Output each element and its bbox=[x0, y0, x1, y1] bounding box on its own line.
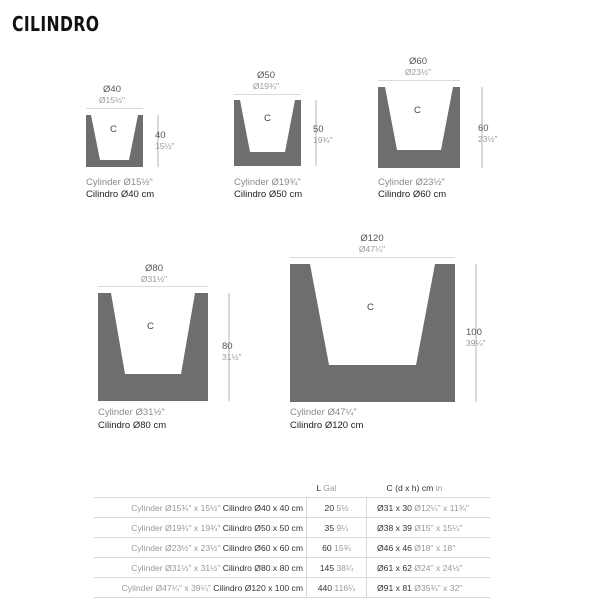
diameter-in-50: Ø19¾" bbox=[252, 81, 280, 91]
diameter-cm-50: Ø50 bbox=[257, 70, 275, 81]
diameter-in-60: Ø23½" bbox=[404, 67, 432, 77]
pot-diagram-60 bbox=[378, 80, 488, 172]
table-header-row bbox=[94, 478, 490, 498]
caption-en-50: Cylinder Ø19¾" bbox=[234, 177, 301, 188]
caption-es-40: Cilindro Ø40 cm bbox=[86, 189, 155, 200]
cavity-label-120: C bbox=[367, 302, 374, 313]
height-label-60: 60 23½" bbox=[478, 123, 498, 144]
page-title: CILINDRO bbox=[12, 12, 100, 36]
header-liters: L Gal bbox=[316, 482, 337, 493]
height-label-120: 100 39¼" bbox=[466, 327, 486, 348]
cavity-label-60: C bbox=[414, 105, 421, 116]
table-row: Cylinder Ø31½" x 31½" Cilindro Ø80 x 80 cm 145 38¼ Ø61 x 62 Ø24" x 24½" bbox=[94, 558, 490, 578]
cavity-label-40: C bbox=[110, 124, 117, 135]
caption-en-80: Cylinder Ø31½" bbox=[98, 407, 165, 418]
pot-diagram-120 bbox=[290, 257, 480, 403]
table-row: Cylinder Ø15¾" x 15½" Cilindro Ø40 x 40 cm 20 5½ Ø31 x 30 Ø12¼" x 11¾" bbox=[94, 498, 490, 518]
spec-table bbox=[94, 478, 490, 598]
pot-diagram-40 bbox=[86, 108, 166, 174]
diameter-cm-40: Ø40 bbox=[103, 84, 121, 95]
caption-en-40: Cylinder Ø15½" bbox=[86, 177, 153, 188]
diameter-in-40: Ø15½" bbox=[98, 95, 126, 105]
diameter-cm-80: Ø80 bbox=[145, 263, 163, 274]
cavity-label-50: C bbox=[264, 113, 271, 124]
caption-es-60: Cilindro Ø60 cm bbox=[378, 189, 447, 200]
pot-diagram-80 bbox=[98, 286, 238, 402]
caption-en-60: Cylinder Ø23½" bbox=[378, 177, 445, 188]
table-row: Cylinder Ø47¼" x 39¼" Cilindro Ø120 x 100 cm 440 116¼ Ø91 x 81 Ø35¾" x 32" bbox=[94, 578, 490, 598]
diameter-in-80: Ø31½" bbox=[140, 274, 168, 284]
diameter-cm-60: Ø60 bbox=[409, 56, 427, 67]
table-row: Cylinder Ø23½" x 23½" Cilindro Ø60 x 60 cm 60 15¾ Ø46 x 46 Ø18" x 18" bbox=[94, 538, 490, 558]
caption-en-120: Cylinder Ø47¼" bbox=[290, 407, 357, 418]
diameter-cm-120: Ø120 bbox=[360, 233, 384, 244]
header-empty bbox=[94, 478, 307, 498]
height-label-50: 50 19¾" bbox=[313, 124, 333, 145]
caption-es-80: Cilindro Ø80 cm bbox=[98, 420, 167, 431]
header-cavity: C (d x h) cm in bbox=[386, 482, 443, 493]
caption-es-120: Cilindro Ø120 cm bbox=[290, 420, 364, 431]
caption-es-50: Cilindro Ø50 cm bbox=[234, 189, 303, 200]
height-label-80: 80 31½" bbox=[222, 341, 242, 362]
diameter-in-120: Ø47¼" bbox=[358, 244, 386, 254]
height-label-40: 40 15½" bbox=[155, 130, 175, 151]
table-row: Cylinder Ø19¾" x 19¾" Cilindro Ø50 x 50 cm 35 9¼ Ø38 x 39 Ø15" x 15¼" bbox=[94, 518, 490, 538]
cavity-label-80: C bbox=[147, 321, 154, 332]
pot-diagram-50 bbox=[234, 94, 324, 174]
